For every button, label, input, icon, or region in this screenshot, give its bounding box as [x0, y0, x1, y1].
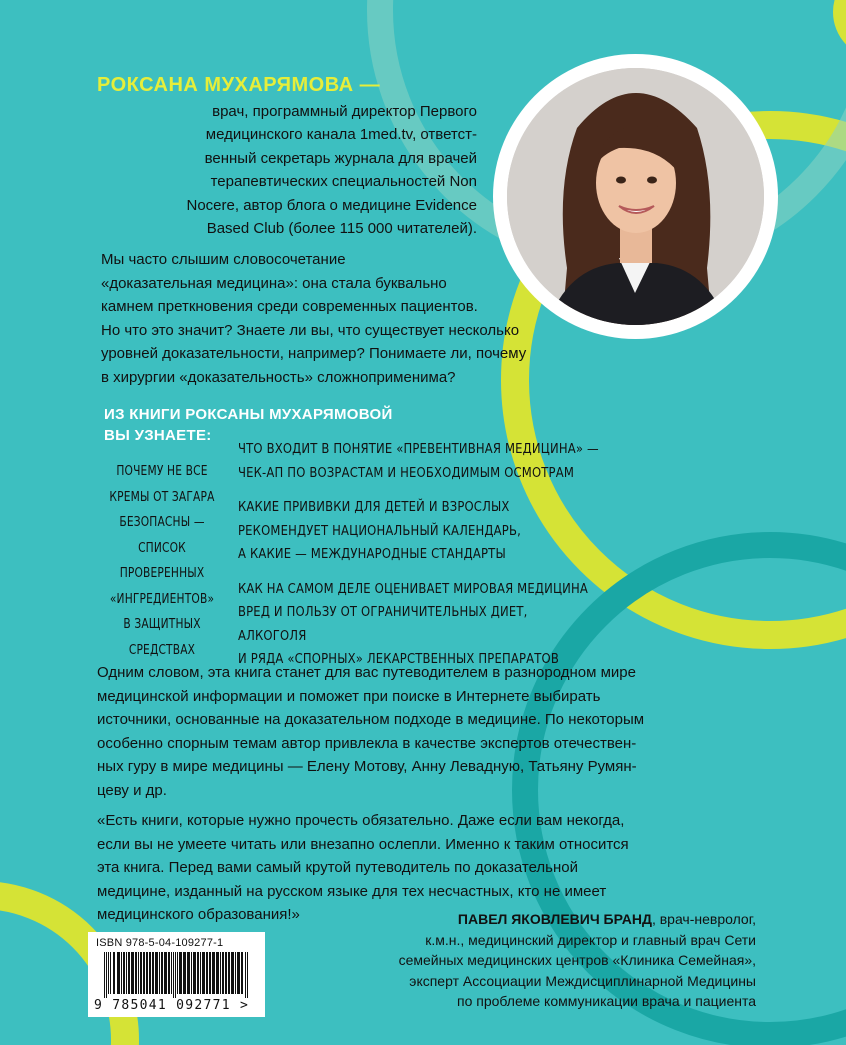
reviewer-role: , врач-невролог,	[651, 911, 756, 927]
attribution-line: по проблеме коммуникации врача и пациента	[457, 993, 756, 1009]
author-bio-line: Nocere, автор блога о медицине Evidence	[186, 196, 477, 214]
barcode-digits: 9 785041 092771 >	[94, 998, 250, 1013]
barcode-bar	[209, 952, 211, 994]
barcode-bar	[131, 952, 134, 994]
barcode-bar	[200, 952, 201, 994]
barcode-guard-bar	[106, 952, 107, 998]
summary-line: ных гуру в мире медицины — Елену Мотову, Анну Левадную, Татьяну Румян-	[97, 758, 637, 775]
barcode-bar	[123, 952, 125, 994]
quote-line: если вы не умеете читать или внезапно ослепли. Именно к таким относится	[97, 835, 629, 853]
author-bio	[97, 76, 477, 241]
isbn-barcode	[88, 932, 265, 1017]
barcode-bar	[171, 952, 172, 994]
barcode-bar	[202, 952, 205, 994]
learn-left-line: КРЕМЫ ОТ ЗАГАРА	[109, 489, 215, 505]
learn-item-line: ЧТО ВХОДИТ В ПОНЯТИЕ «ПРЕВЕНТИВНАЯ МЕДИЦИНА» —	[238, 441, 599, 457]
attribution-line: семейных медицинских центров «Клиника Семейная»,	[398, 952, 756, 968]
barcode-bar	[128, 952, 130, 994]
intro-line: камнем преткновения среди современных пациентов.	[101, 298, 478, 315]
learn-left-line: БЕЗОПАСНЫ —	[119, 515, 205, 530]
barcode-bar	[155, 952, 158, 994]
learn-heading-line: ВЫ УЗНАЕТЕ:	[104, 427, 212, 444]
quote-line: медицине, изданный на русском языке для тех несчастных, кто не имеет	[97, 882, 607, 900]
barcode-bar	[164, 952, 167, 994]
attribution-first-line	[300, 909, 756, 930]
learn-right-column	[238, 438, 599, 683]
learn-item	[238, 578, 599, 672]
learn-left-line: ПРОВЕРЕННЫХ	[119, 566, 205, 581]
barcode-bar	[159, 952, 160, 994]
author-name: РОКСАНА МУХАРЯМОВА —	[97, 74, 381, 96]
barcode-bar	[235, 952, 236, 994]
barcode-bar	[231, 952, 234, 994]
quote-line: медицинского образования!»	[97, 906, 300, 923]
summary-line: цеву и др.	[97, 781, 167, 799]
learn-item-line: КАКИЕ ПРИВИВКИ ДЛЯ ДЕТЕЙ И ВЗРОСЛЫХ	[238, 499, 510, 515]
barcode-bar	[197, 952, 199, 994]
author-bio-line: Based Club (более 115 000 читателей).	[206, 220, 477, 237]
barcode-bar	[140, 952, 142, 994]
barcode-bar	[138, 952, 139, 994]
learn-heading-line: ИЗ КНИГИ РОКСАНЫ МУХАРЯМОВОЙ	[104, 406, 393, 423]
barcode-bar	[149, 952, 151, 994]
barcode-bar	[206, 952, 208, 994]
barcode-bar	[110, 952, 111, 994]
barcode-bar	[220, 952, 221, 994]
barcode-bar	[177, 952, 178, 994]
barcode-bar	[212, 952, 215, 994]
barcode-bar	[135, 952, 137, 994]
author-photo-frame	[493, 54, 778, 339]
learn-item-line: КАК НА САМОМ ДЕЛЕ ОЦЕНИВАЕТ МИРОВАЯ МЕДИЦИНА	[238, 580, 589, 597]
barcode-bar	[113, 952, 115, 994]
barcode-bar	[168, 952, 170, 994]
barcode-bar	[117, 952, 120, 994]
reviewer-name: ПАВЕЛ ЯКОВЛЕВИЧ БРАНД	[457, 911, 652, 927]
barcode-bar	[152, 952, 154, 994]
quote-attribution	[300, 909, 756, 1012]
learn-item-line: И РЯДА «СПОРНЫХ» ЛЕКАРСТВЕННЫХ ПРЕПАРАТОВ	[238, 651, 559, 667]
intro-line: в хирургии «доказательность» сложноприменима?	[101, 368, 456, 386]
barcode-bars	[94, 952, 258, 998]
barcode-guard-bar	[247, 952, 248, 998]
learn-item-line: ЧЕК-АП ПО ВОЗРАСТАМ И НЕОБХОДИМЫМ ОСМОТРАМ	[238, 464, 575, 481]
intro-line: «доказательная медицина»: она стала буквально	[101, 274, 447, 292]
barcode-bar	[241, 952, 243, 994]
author-bio-line: венный секретарь журнала для врачей	[204, 149, 477, 167]
lime-ring-small	[840, 0, 846, 52]
barcode-bar	[216, 952, 219, 994]
quote-line: эта книга. Перед вами самый крутой путеводитель по доказательной	[97, 859, 578, 876]
summary-line: Одним словом, эта книга станет для вас путеводителем в разнородном мире	[97, 664, 636, 681]
barcode-bar	[183, 952, 186, 994]
summary-line: особенно спорным темам автор привлекла в качестве экспертов отечествен-	[97, 734, 637, 752]
attribution-line: к.м.н., медицинский директор и главный врач Сети	[425, 931, 756, 948]
barcode-bar	[143, 952, 145, 994]
learn-item-line: РЕКОМЕНДУЕТ НАЦИОНАЛЬНЫЙ КАЛЕНДАРЬ,	[238, 522, 521, 539]
intro-line: Но что это значит? Знаете ли вы, что существует несколько	[101, 321, 520, 339]
barcode-bar	[237, 952, 240, 994]
learn-item	[238, 438, 599, 485]
intro-paragraph	[101, 248, 531, 389]
barcode-guard-bar	[175, 952, 176, 998]
barcode-bar	[222, 952, 224, 994]
quote-line: «Есть книги, которые нужно прочесть обязательно. Даже если вам некогда,	[97, 812, 625, 829]
portrait-illustration	[507, 68, 764, 325]
isbn-number: ISBN 978-5-04-109277-1	[96, 937, 224, 949]
summary-line: источники, основанные на доказательном подходе в медицине. По некоторым	[97, 711, 645, 728]
barcode-bar	[228, 952, 230, 994]
barcode-bar	[191, 952, 192, 994]
author-bio-line-spacer	[97, 76, 477, 100]
author-bio-line: врач, программный директор Первого	[212, 102, 477, 120]
learn-left-line: ПОЧЕМУ НЕ ВСЕ	[116, 464, 208, 479]
author-bio-line: терапевтических специальностей Non	[210, 173, 477, 190]
author-bio-line: медицинского канала 1med.tv, ответст-	[205, 126, 477, 143]
summary-paragraph	[97, 661, 755, 802]
barcode-bar	[225, 952, 227, 994]
barcode-bar	[187, 952, 190, 994]
intro-line: Мы часто слышим словосочетание	[101, 251, 346, 268]
learn-item-line: ВРЕД И ПОЛЬЗУ ОТ ОГРАНИЧИТЕЛЬНЫХ ДИЕТ, АЛКОГОЛЯ	[238, 604, 528, 644]
intro-line: уровней доказательности, например? Понимаете ли, почему	[101, 345, 527, 362]
learn-left-line: СРЕДСТВАХ	[128, 642, 196, 658]
barcode-bar	[193, 952, 196, 994]
learn-item-line: А КАКИЕ — МЕЖДУНАРОДНЫЕ СТАНДАРТЫ	[238, 546, 506, 562]
barcode-bar	[146, 952, 148, 994]
barcode-guard-bar	[245, 952, 246, 998]
learn-left-line: В ЗАЩИТНЫХ	[123, 617, 201, 632]
summary-line: медицинской информации и поможет при поиске в Интернете выбирать	[97, 687, 601, 705]
barcode-guard-bar	[173, 952, 174, 998]
barcode-guard-bar	[104, 952, 105, 998]
learn-left-column	[108, 459, 216, 663]
author-photo	[507, 68, 764, 325]
learn-item	[238, 496, 599, 567]
barcode-bar	[179, 952, 182, 994]
attribution-line: эксперт Ассоциации Междисциплинарной Медицины	[409, 972, 756, 989]
learn-left-line: СПИСОК	[138, 540, 186, 556]
barcode-bar	[108, 952, 109, 994]
barcode-bar	[161, 952, 163, 994]
barcode-bar	[126, 952, 127, 994]
barcode-bar	[121, 952, 122, 994]
learn-left-line: «ИНГРЕДИЕНТОВ»	[109, 591, 215, 607]
